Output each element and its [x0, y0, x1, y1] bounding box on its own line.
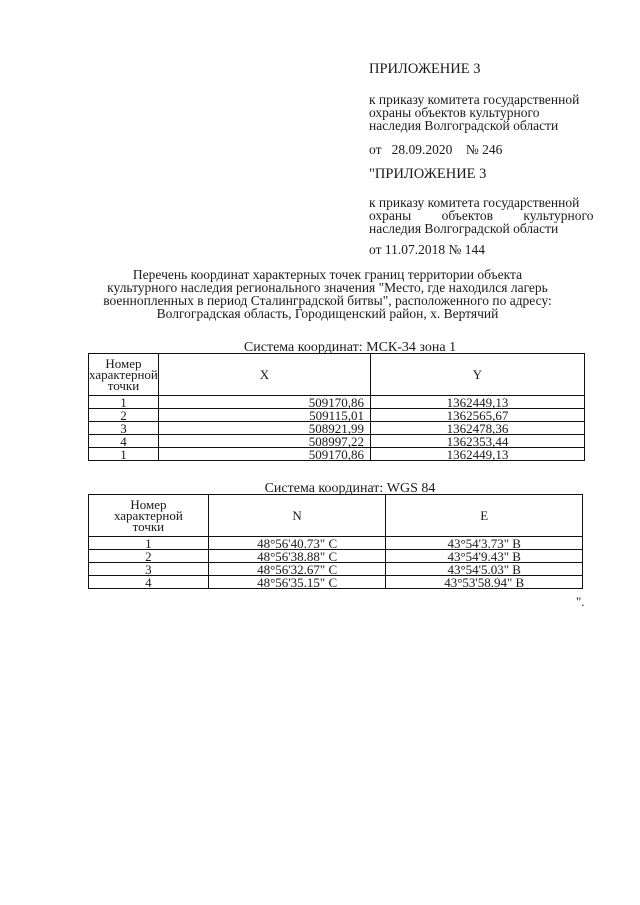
point-number: 2 [89, 550, 209, 563]
n-value: 48°56'35.15" С [208, 576, 386, 589]
y-value: 1362353,44 [370, 435, 584, 448]
coordinates-table-msk34 [88, 353, 585, 461]
table-row [89, 396, 585, 409]
point-number: 1 [89, 396, 159, 409]
table2-system-title: Система координат: WGS 84 [264, 481, 436, 496]
e-header: E [386, 495, 583, 537]
coordinates-table-wgs84 [88, 494, 583, 589]
title-line: Волгоградская область, Городищенский район, х. Вертячий [156, 306, 499, 321]
e-value: 43°54'5.03" В [386, 563, 583, 576]
y-value: 1362449,13 [370, 448, 584, 461]
point-number: 3 [89, 422, 159, 435]
order-line: наследия Волгоградской области [369, 118, 559, 133]
point-number: 4 [89, 435, 159, 448]
x-value: 509170,86 [158, 396, 370, 409]
y-header: Y [370, 354, 584, 396]
closing-quote-mark: ". [576, 594, 585, 609]
table-header-row [89, 495, 583, 537]
table-row [89, 448, 585, 461]
order-line: к приказу комитета государственной [369, 195, 580, 210]
order-date-line-1: от 28.09.2020 № 246 [369, 142, 503, 157]
x-value: 508921,99 [158, 422, 370, 435]
document-title [60, 268, 595, 320]
table1-system-title: Система координат: МСК-34 зона 1 [243, 340, 457, 355]
n-header: N [208, 495, 386, 537]
appendix-title-2: "ПРИЛОЖЕНИЕ 3 [369, 166, 487, 182]
e-value: 43°54'3.73" В [386, 537, 583, 550]
y-value: 1362478,36 [370, 422, 584, 435]
point-number: 1 [89, 448, 159, 461]
table-row [89, 435, 585, 448]
order-line: охраны объектов культурного [369, 105, 540, 120]
n-value: 48°56'38.88" С [208, 550, 386, 563]
title-line: Перечень координат характерных точек границ территории объекта [132, 267, 523, 282]
order-line: к приказу комитета государственной [369, 92, 580, 107]
x-header: X [158, 354, 370, 396]
y-value: 1362565,67 [370, 409, 584, 422]
table-row [89, 576, 583, 589]
e-value: 43°53'58.94" В [386, 576, 583, 589]
point-number: 4 [89, 576, 209, 589]
table-row [89, 537, 583, 550]
order-date-line-2: от 11.07.2018 № 144 [369, 242, 485, 257]
table-row [89, 422, 585, 435]
table-row [89, 409, 585, 422]
title-line: культурного наследия регионального значения "Место, где находился лагерь [107, 280, 548, 295]
point-number-header: Номер характерной точки [89, 495, 209, 537]
title-line: военнопленных в период Сталинградской битвы", расположенного по адресу: [103, 293, 552, 308]
point-number: 1 [89, 537, 209, 550]
y-value: 1362449,13 [370, 396, 584, 409]
point-number: 3 [89, 563, 209, 576]
table-row [89, 563, 583, 576]
appendix-title-1: ПРИЛОЖЕНИЕ 3 [369, 61, 481, 77]
x-value: 508997,22 [158, 435, 370, 448]
point-number: 2 [89, 409, 159, 422]
table-row [89, 550, 583, 563]
e-value: 43°54'9.43" В [386, 550, 583, 563]
point-number-header: Номер характерной точки [89, 354, 159, 396]
table-header-row [89, 354, 585, 396]
order-line: охраны объектов культурного [369, 208, 594, 223]
n-value: 48°56'32.67" С [208, 563, 386, 576]
n-value: 48°56'40.73" С [208, 537, 386, 550]
order-line: наследия Волгоградской области [369, 221, 559, 236]
x-value: 509170,86 [158, 448, 370, 461]
x-value: 509115,01 [158, 409, 370, 422]
